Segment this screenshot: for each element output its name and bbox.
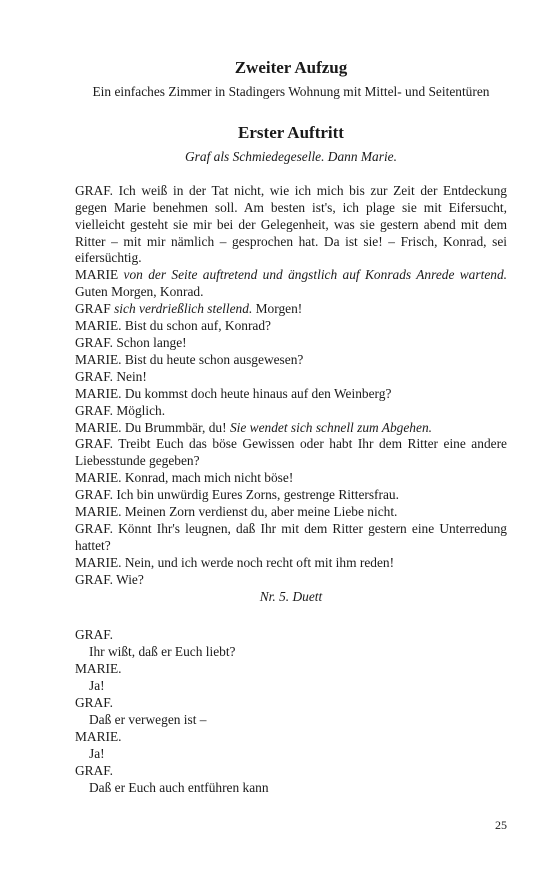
speaker-name: MARIE. [75,385,122,401]
dialogue-line [75,403,507,420]
dialogue-line [75,470,507,487]
dialogue-line [75,183,507,268]
speaker-name: MARIE. [75,470,122,486]
scene-persons: Graf als Schmiedegeselle. Dann Marie. [185,148,397,164]
spoken-text: Meinen Zorn verdienst du, aber meine Liebe nicht. [121,504,398,520]
spoken-text: Konrad, mach mich nicht böse! [121,470,294,486]
spoken-text: Möglich. [113,402,166,418]
stage-direction: von der Seite auftretend und ängstlich auf Konrads Anrede wartend. [118,267,507,283]
stage-direction: sich verdrießlich stellend. [110,301,253,317]
duet-speaker: GRAF. [75,762,113,778]
page-number: 25 [495,818,507,832]
duet-speaker: GRAF. [75,695,113,711]
spoken-text: Schon lange! [113,334,187,350]
duet-line: Ja! [89,745,105,761]
speaker-name: GRAF. [75,571,113,587]
speaker-name: MARIE. [75,351,122,367]
spoken-text: Du Brummbär, du! [121,419,230,435]
duet-speaker: MARIE. [75,728,122,744]
duet-block [75,627,507,796]
spoken-text: Ich weiß in der Tat nicht, wie ich mich bis zur Zeit der Entdeckung gegen Marie benehmen soll. Am besten ist's, ich plage sie mit Eifersucht, vielleicht gesteht sie mir bei der Gelegenheit, was sie gestern abend mit dem Ritter – mit mir nämlich – gesprochen hat. Da ist sie! – Frisch, Konrad, sei eifersüchtig. [75,182,507,266]
stage-direction: Sie wendet sich schnell zum Abgehen. [229,419,432,435]
speaker-name: GRAF [75,301,111,317]
duet-line: Daß er Euch auch entführen kann [89,779,269,795]
spoken-text: Wie? [113,571,144,587]
duet-line: Daß er verwegen ist – [89,712,207,727]
speaker-name: GRAF. [75,368,113,384]
spoken-text: Nein! [113,368,147,384]
spoken-text: Treibt Euch das böse Gewissen oder habt Ihr dem Ritter eine andere Liebesstunde gegeben? [75,436,507,469]
dialogue-line [75,386,507,403]
number-title: Nr. 5. Duett [259,588,323,604]
duet-speaker: GRAF. [75,627,113,643]
dialogue-line [75,521,507,555]
spoken-text: Du kommst doch heute hinaus auf den Weinberg? [121,385,392,401]
dialogue-line [75,436,507,470]
dialogue-line [75,369,507,386]
spoken-text: Könnt Ihr's leugnen, daß Ihr mit dem Ritter gestern eine Unterredung hattet? [75,520,507,553]
speaker-name: GRAF. [75,436,113,452]
speaker-name: MARIE. [75,504,122,520]
dialogue-block [75,183,507,589]
spoken-text: Guten Morgen, Konrad. [75,284,204,300]
speaker-name: MARIE. [75,554,122,570]
speaker-name: MARIE [75,267,119,283]
speaker-name: GRAF. [75,402,113,418]
speaker-name: MARIE. [75,318,122,334]
spoken-text: Nein, und ich werde noch recht oft mit ihm reden! [121,554,395,570]
dialogue-line [75,318,507,335]
dialogue-line [75,504,507,521]
speaker-name: MARIE. [75,419,122,435]
speaker-name: GRAF. [75,487,113,503]
dialogue-line [75,335,507,352]
duet-line: Ja! [89,678,105,694]
dialogue-line [75,267,507,301]
duet-line: Ihr wißt, daß er Euch liebt? [89,644,236,660]
scene-title: Erster Auftritt [238,122,344,142]
speaker-name: GRAF. [75,182,113,198]
dialogue-line [75,555,507,572]
dialogue-line [75,352,507,369]
spoken-text: Bist du heute schon ausgewesen? [121,351,304,367]
dialogue-line [75,487,507,504]
act-setting: Ein einfaches Zimmer in Stadingers Wohnung mit Mittel- und Seitentüren [92,84,490,99]
dialogue-line [75,420,507,437]
spoken-text: Ich bin unwürdig Eures Zorns, gestrenge Rittersfrau. [113,487,399,503]
book-page [75,58,507,797]
spoken-text: Bist du schon auf, Konrad? [121,318,272,334]
spoken-text: Morgen! [252,301,303,317]
speaker-name: GRAF. [75,334,113,350]
dialogue-line [75,572,507,589]
duet-speaker: MARIE. [75,661,122,677]
speaker-name: GRAF. [75,520,113,536]
act-title: Zweiter Aufzug [234,58,348,77]
dialogue-line [75,301,507,318]
